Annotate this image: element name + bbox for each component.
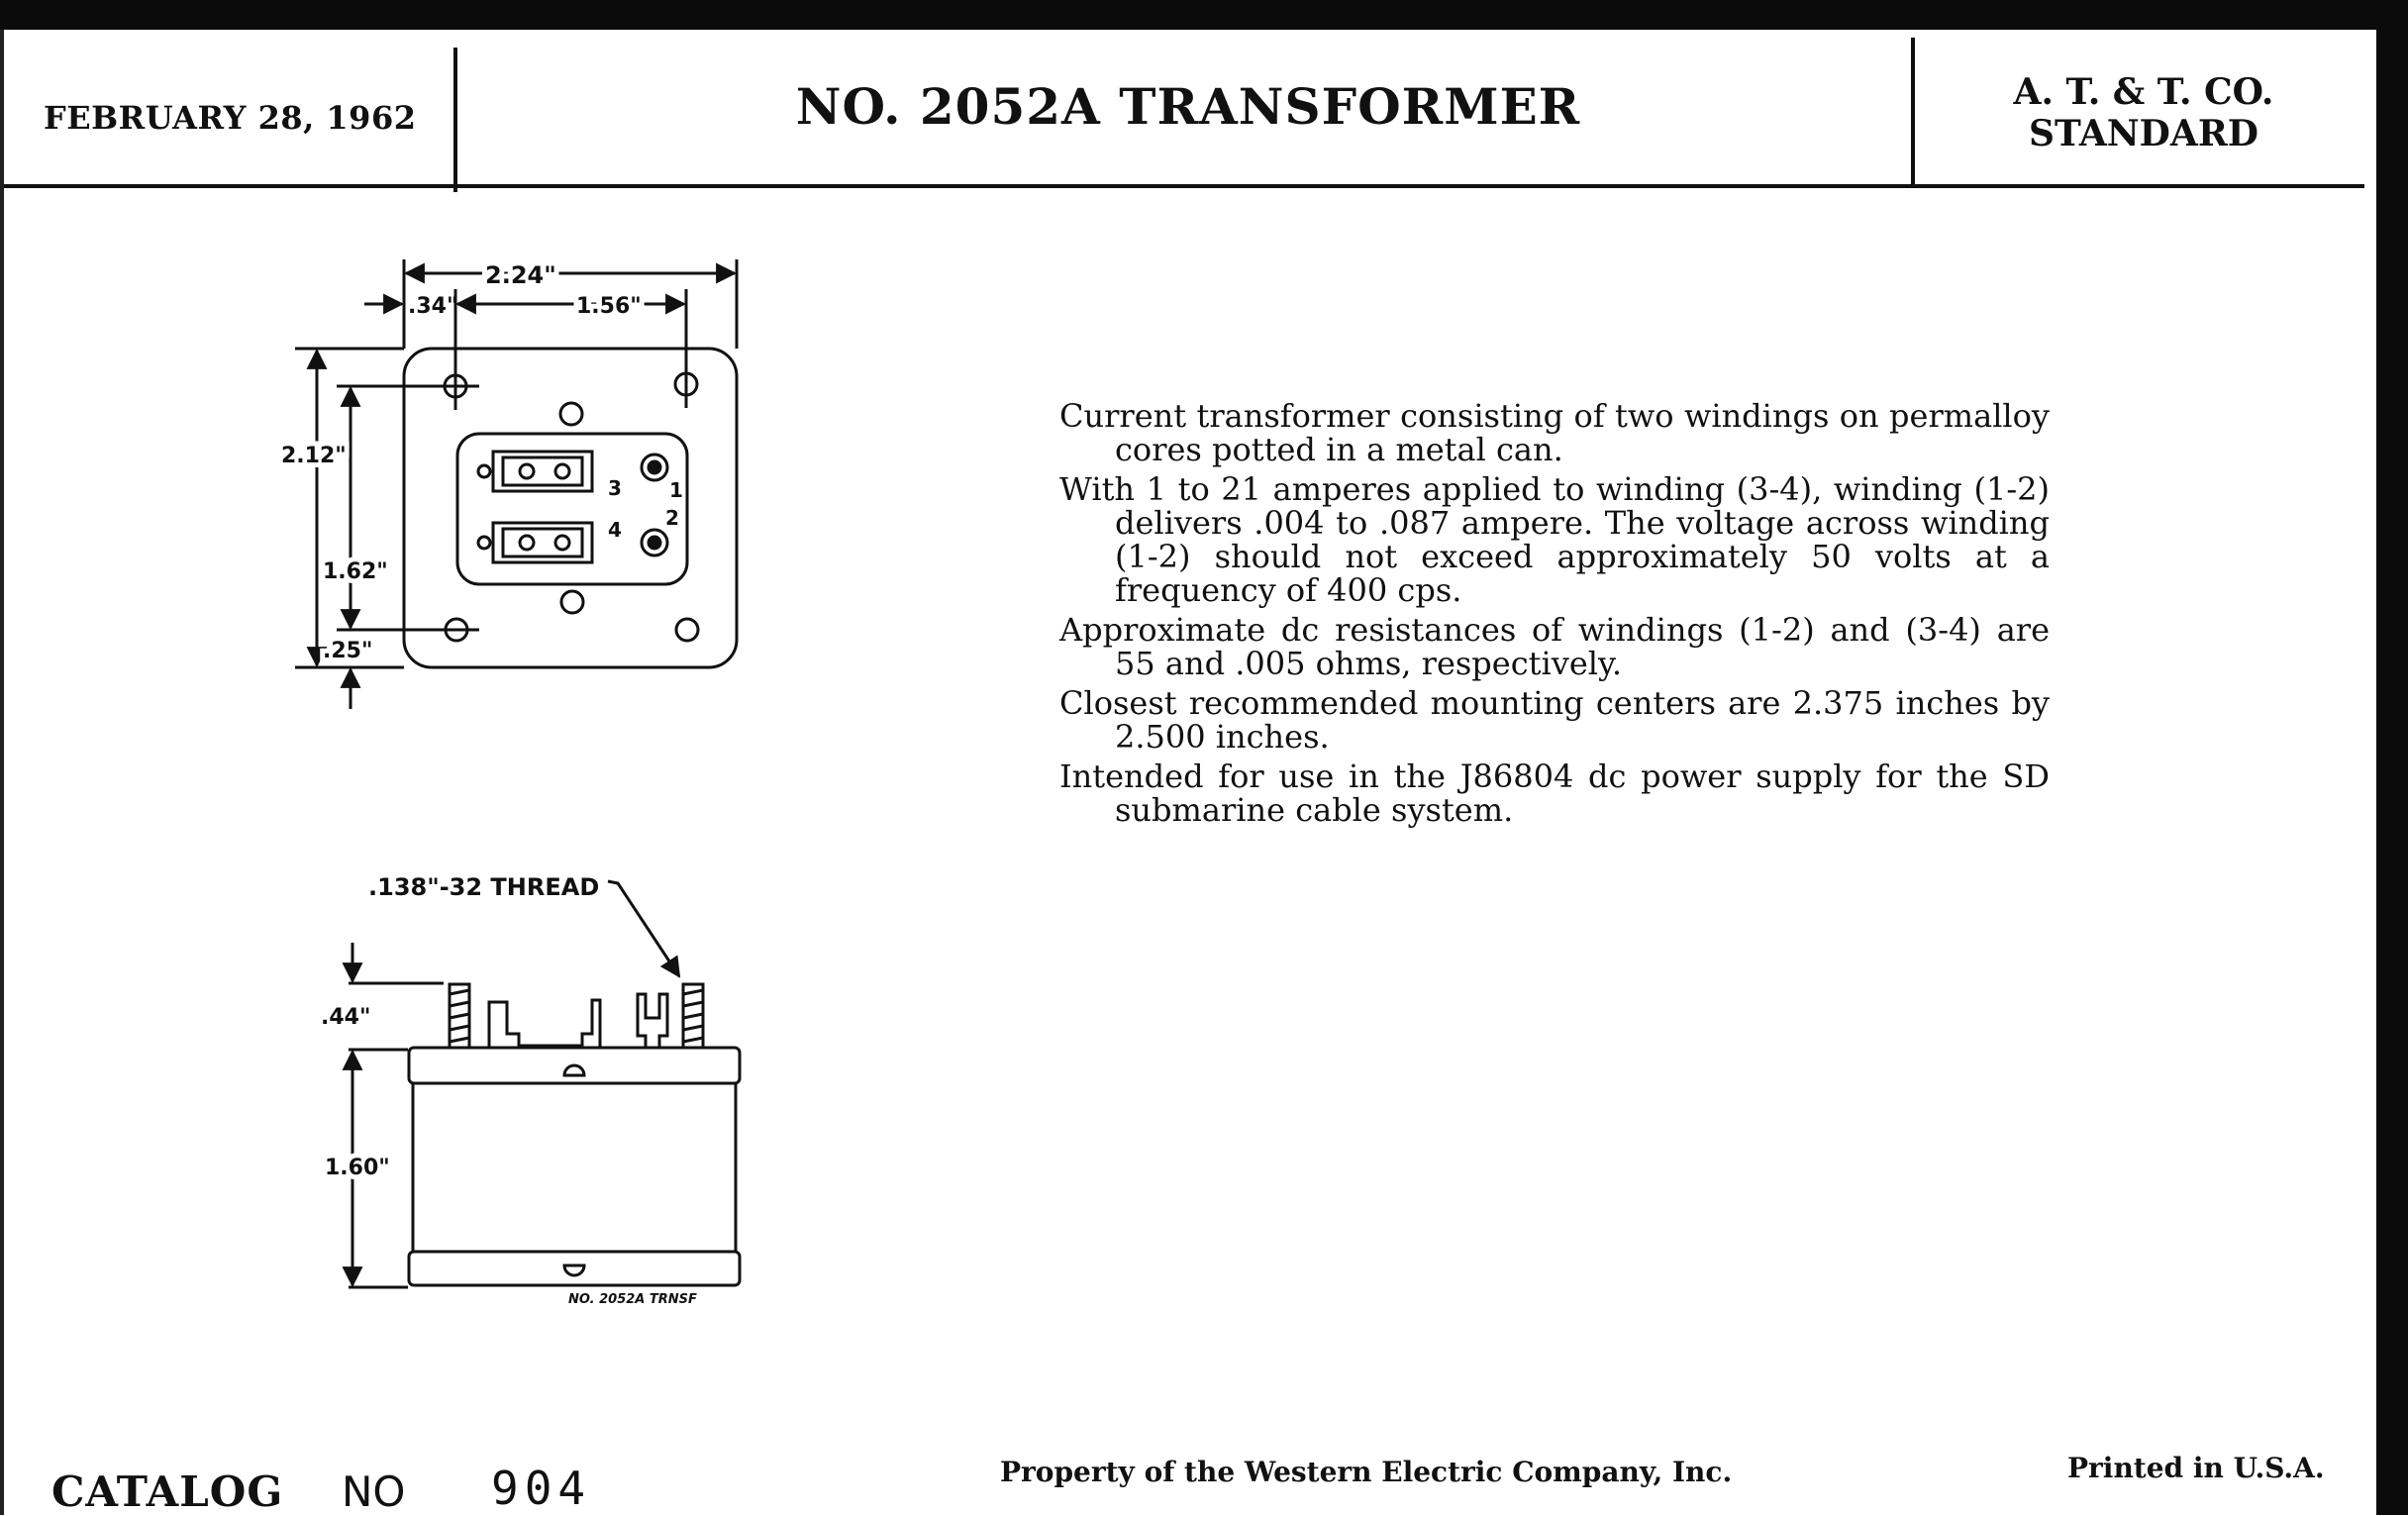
description-paragraph: With 1 to 21 amperes applied to winding (3-4), winding (1-2) delivers .004 to .087 ampere. The voltage across winding (1-2) should not exceed approximately 50 volts at a frequency of 400 cps.: [1059, 470, 2050, 609]
label-hole-spacing: 1.56": [576, 294, 642, 319]
terminal-stud-1: [642, 455, 667, 480]
panel-hole-bottom: [561, 591, 583, 613]
terminal-strip-4: [478, 523, 592, 562]
label-left-offset: .34": [408, 294, 458, 319]
threaded-stud-right: [683, 984, 703, 1048]
printed-notice: Printed in U.S.A.: [2067, 1452, 2325, 1484]
description-paragraph: Approximate dc resistances of windings (1-2) and (3-4) are 55 and .005 ohms, respectively.: [1059, 611, 2050, 682]
description-paragraph: Current transformer consisting of two windings on permalloy cores potted in a metal can.: [1059, 397, 2050, 468]
standard-line-2: STANDARD: [2029, 113, 2258, 154]
can-body: [413, 1083, 736, 1252]
label-terminal-4: 4: [608, 518, 622, 542]
thread-leader: [608, 881, 679, 976]
description-paragraph: Closest recommended mounting centers are 2.375 inches by 2.500 inches.: [1059, 684, 2050, 756]
catalog-label: CATALOG: [51, 1467, 284, 1516]
label-thread: .138"-32 THREAD: [368, 873, 600, 901]
mounting-hole-top-left: [432, 362, 479, 410]
bus-terminal: [489, 1000, 600, 1048]
label-overall-width: 2.24": [485, 261, 556, 289]
threaded-stud-left: [450, 984, 469, 1048]
standard-line-1: A. T. & T. CO.: [2013, 71, 2274, 113]
can-bottom-notch: [564, 1265, 584, 1275]
mounting-hole-top-right: [675, 358, 697, 408]
header-date: FEBRUARY 28, 1962: [44, 99, 417, 137]
label-terminal-1: 1: [669, 478, 683, 502]
label-drawing-id: NO. 2052A TRNSF: [568, 1292, 697, 1307]
label-terminal-2: 2: [665, 506, 679, 530]
mounting-hole-bottom-left: [436, 619, 479, 641]
terminal-strip-3: [478, 452, 592, 491]
property-notice: Property of the Western Electric Company, Inc.: [1000, 1456, 1733, 1488]
catalog-no-label: NO: [342, 1467, 406, 1516]
lug-terminal: [638, 994, 667, 1048]
label-stud-height: .44": [321, 1005, 371, 1030]
mounting-hole-bottom-right: [676, 619, 698, 641]
description-paragraph: Intended for use in the J86804 dc power supply for the SD submarine cable system.: [1059, 758, 2050, 829]
label-terminal-3: 3: [608, 476, 622, 500]
panel-hole-top: [560, 403, 582, 425]
terminal-stud-2: [642, 530, 667, 556]
label-overall-height: 2.12": [281, 444, 347, 468]
label-can-height: 1.60": [325, 1156, 390, 1180]
label-bottom-offset: .25": [323, 639, 373, 663]
can-top-notch: [564, 1065, 584, 1075]
page-title: NO. 2052A TRANSFORMER: [795, 77, 1581, 136]
catalog-number: 904: [491, 1462, 592, 1515]
can-bottom-rim: [409, 1252, 740, 1285]
label-hole-vertical: 1.62": [323, 559, 388, 584]
description-block: [1059, 399, 2050, 833]
